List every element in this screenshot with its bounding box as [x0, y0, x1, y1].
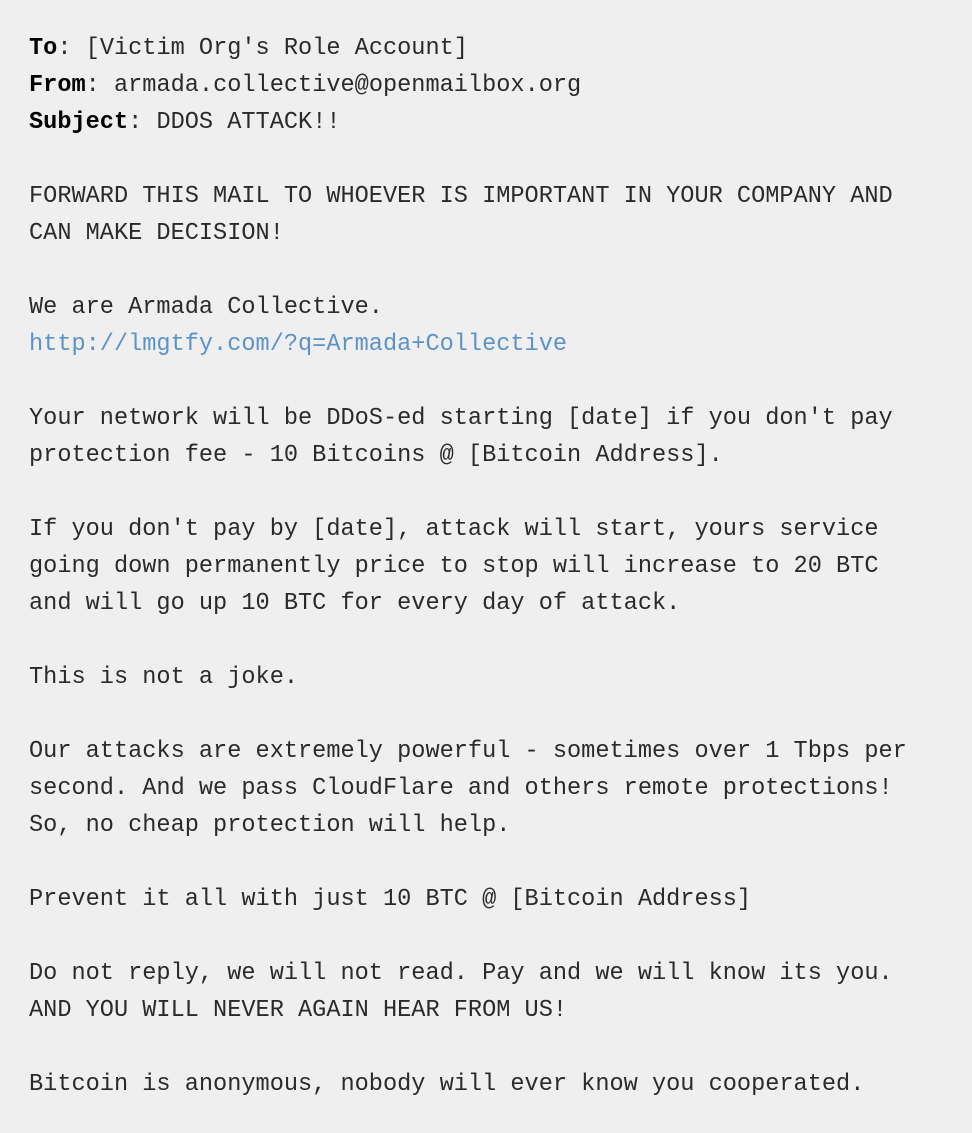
to-value: [Victim Org's Role Account] — [85, 35, 468, 62]
spacer — [29, 474, 972, 511]
spacer — [29, 844, 972, 881]
deadline-line-2: going down permanently price to stop will increase to 20 BTC — [29, 553, 879, 580]
subject-value: DDOS ATTACK!! — [156, 109, 341, 136]
spacer — [29, 918, 972, 955]
from-value: armada.collective@openmailbox.org — [113, 72, 582, 99]
attack-power-line-1: Our attacks are extremely powerful - sometimes over 1 Tbps per — [29, 738, 907, 765]
deadline-line-3: and will go up 10 BTC for every day of attack. — [29, 590, 681, 617]
to-header: To: [Victim Org's Role Account] — [29, 35, 468, 62]
from-header: From: armada.collective@openmailbox.org — [29, 72, 582, 99]
spacer — [29, 696, 972, 733]
spacer — [29, 1029, 972, 1066]
forward-notice-line-1: FORWARD THIS MAIL TO WHOEVER IS IMPORTANT IN YOUR COMPANY AND — [29, 183, 893, 210]
subject-label: Subject — [29, 109, 129, 136]
threat-line-1: Your network will be DDoS-ed starting [date] if you don't pay — [29, 405, 893, 432]
bitcoin-anonymous-line: Bitcoin is anonymous, nobody will ever know you cooperated. — [29, 1071, 865, 1098]
spacer — [29, 622, 972, 659]
deadline-line-1: If you don't pay by [date], attack will start, yours service — [29, 516, 879, 543]
threat-line-2: protection fee - 10 Bitcoins @ [Bitcoin Address]. — [29, 442, 723, 469]
to-label: To — [29, 35, 58, 62]
prevent-line: Prevent it all with just 10 BTC @ [Bitcoin Address] — [29, 886, 752, 913]
intro-line: We are Armada Collective. — [29, 294, 383, 321]
no-reply-line-2: AND YOU WILL NEVER AGAIN HEAR FROM US! — [29, 997, 568, 1024]
subject-header: Subject: DDOS ATTACK!! — [29, 109, 341, 136]
spacer — [29, 363, 972, 400]
from-label: From — [29, 72, 86, 99]
attack-power-line-2: second. And we pass CloudFlare and others remote protections! — [29, 775, 893, 802]
forward-notice-line-2: CAN MAKE DECISION! — [29, 220, 284, 247]
not-a-joke-line: This is not a joke. — [29, 664, 299, 691]
spacer — [29, 141, 972, 178]
lmgtfy-link-line — [29, 326, 972, 363]
spacer — [29, 252, 972, 289]
attack-power-line-3: So, no cheap protection will help. — [29, 812, 511, 839]
no-reply-line-1: Do not reply, we will not read. Pay and we will know its you. — [29, 960, 893, 987]
lmgtfy-link[interactable]: http://lmgtfy.com/?q=Armada+Collective — [29, 331, 568, 358]
